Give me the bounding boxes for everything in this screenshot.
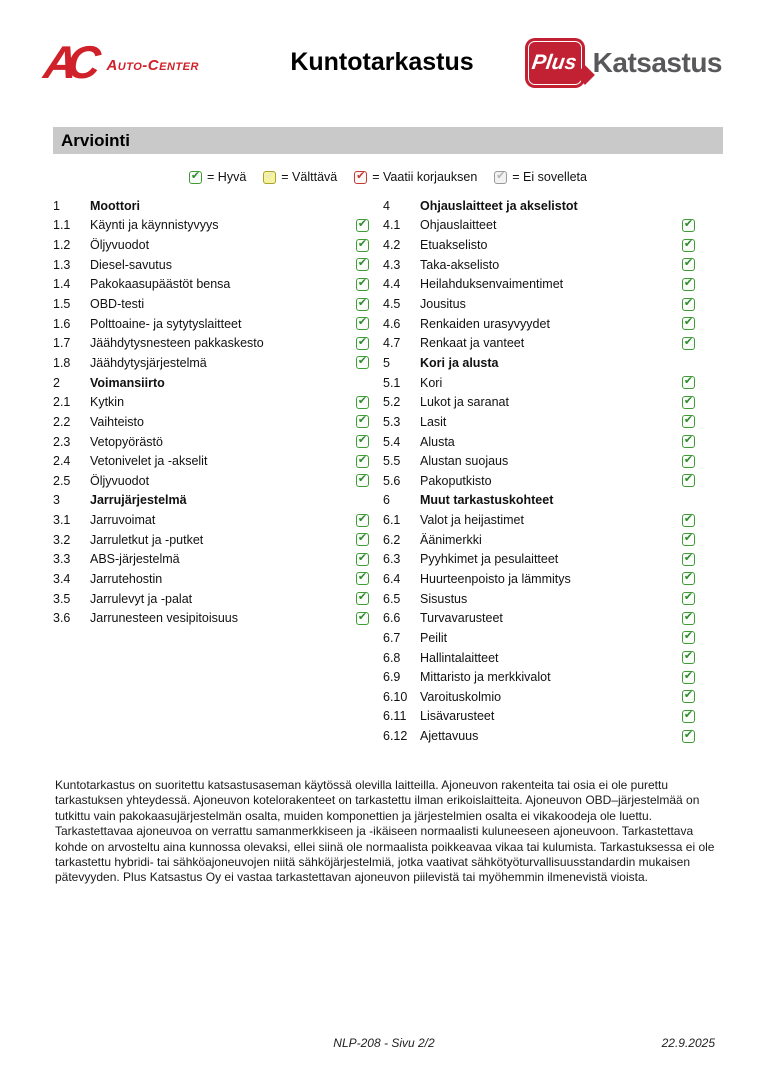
section-title: Moottori bbox=[90, 198, 140, 213]
item-number: 6.5 bbox=[383, 591, 401, 606]
item-number: 2.3 bbox=[53, 434, 71, 449]
status-checkbox-good bbox=[356, 533, 369, 546]
check-icon: ✔ bbox=[683, 394, 694, 407]
check-icon: ✔ bbox=[357, 434, 368, 446]
footer-page-number: NLP-208 - Sivu 2/2 bbox=[333, 1036, 435, 1050]
check-icon: ✔ bbox=[357, 276, 368, 289]
item-number: 1.1 bbox=[53, 218, 71, 233]
checklist-row bbox=[53, 530, 369, 550]
checklist-row bbox=[383, 412, 695, 432]
checklist-row bbox=[383, 687, 695, 707]
item-label: Äänimerkki bbox=[420, 532, 482, 547]
checklist-row bbox=[383, 235, 695, 255]
section-header-row bbox=[53, 196, 369, 216]
check-icon: ✔ bbox=[357, 414, 368, 427]
checklist-row bbox=[53, 451, 369, 471]
plus-badge-label: Plus bbox=[530, 51, 579, 74]
check-icon: ✔ bbox=[683, 237, 694, 250]
checklist-row bbox=[53, 569, 369, 589]
checklist-row bbox=[53, 589, 369, 609]
status-checkbox-good bbox=[682, 278, 695, 291]
check-icon: ✔ bbox=[683, 728, 694, 741]
status-checkbox-good bbox=[356, 592, 369, 605]
status-checkbox-good bbox=[682, 592, 695, 605]
status-checkbox-good bbox=[682, 239, 695, 252]
status-checkbox-good bbox=[682, 219, 695, 232]
status-checkbox-good bbox=[682, 612, 695, 625]
speech-bubble-tail-icon bbox=[575, 65, 595, 85]
status-checkbox-na bbox=[494, 171, 507, 184]
check-icon: ✔ bbox=[683, 434, 694, 446]
item-number: 4.1 bbox=[383, 218, 401, 233]
status-checkbox-good bbox=[356, 612, 369, 625]
item-number: 4.7 bbox=[383, 336, 401, 351]
status-checkbox-good bbox=[356, 474, 369, 487]
item-number: 4.4 bbox=[383, 277, 401, 292]
item-label: Jäähdytysjärjestelmä bbox=[90, 355, 207, 370]
checklist-row bbox=[383, 589, 695, 609]
status-checkbox-good bbox=[356, 572, 369, 585]
check-icon: ✔ bbox=[357, 571, 368, 584]
item-label: Vaihteisto bbox=[90, 414, 144, 429]
item-number: 6.2 bbox=[383, 532, 401, 547]
item-number: 2.1 bbox=[53, 395, 71, 410]
status-checkbox-good bbox=[682, 671, 695, 684]
check-icon: ✔ bbox=[683, 473, 694, 486]
status-checkbox-good bbox=[682, 435, 695, 448]
check-icon: ✔ bbox=[190, 169, 201, 182]
checklist-row bbox=[53, 432, 369, 452]
status-checkbox-good bbox=[682, 376, 695, 389]
status-checkbox-good bbox=[682, 396, 695, 409]
status-checkbox-good bbox=[682, 572, 695, 585]
checklist-row bbox=[53, 608, 369, 628]
section-number: 1 bbox=[53, 198, 60, 213]
check-icon: ✔ bbox=[683, 257, 694, 270]
section-header-row bbox=[383, 491, 695, 511]
status-checkbox-good bbox=[356, 219, 369, 232]
checklist-row bbox=[53, 294, 369, 314]
status-checkbox-good bbox=[356, 435, 369, 448]
footer-date: 22.9.2025 bbox=[661, 1036, 715, 1050]
check-icon: ✔ bbox=[357, 610, 368, 623]
checklist-row bbox=[383, 726, 695, 746]
page-footer bbox=[53, 1036, 715, 1054]
status-checkbox-good bbox=[356, 298, 369, 311]
checklist-row bbox=[53, 275, 369, 295]
status-checkbox-good bbox=[356, 239, 369, 252]
status-checkbox-good bbox=[682, 690, 695, 703]
status-checkbox-good bbox=[682, 631, 695, 644]
item-number: 4.5 bbox=[383, 297, 401, 312]
status-checkbox-good bbox=[682, 415, 695, 428]
item-label: Pakokaasupäästöt bensa bbox=[90, 277, 231, 292]
check-icon: ✔ bbox=[683, 591, 694, 604]
item-label: Lisävarusteet bbox=[420, 709, 495, 724]
item-number: 1.3 bbox=[53, 257, 71, 272]
check-icon: ✔ bbox=[683, 532, 694, 545]
legend-label: = Ei sovelleta bbox=[512, 170, 587, 184]
check-icon: ✔ bbox=[357, 316, 368, 329]
checklist-row bbox=[53, 471, 369, 491]
status-checkbox-good bbox=[356, 553, 369, 566]
checklist-row bbox=[383, 451, 695, 471]
section-header-row bbox=[383, 196, 695, 216]
status-checkbox-good bbox=[356, 396, 369, 409]
item-number: 3.1 bbox=[53, 513, 71, 528]
item-label: Pyyhkimet ja pesulaitteet bbox=[420, 552, 559, 567]
section-title: Muut tarkastuskohteet bbox=[420, 493, 554, 508]
checklist-row bbox=[383, 608, 695, 628]
item-label: Vetopyörästö bbox=[90, 434, 163, 449]
checklist-row bbox=[383, 628, 695, 648]
item-label: Jäähdytysnesteen pakkaskesto bbox=[90, 336, 264, 351]
checklist-row bbox=[383, 255, 695, 275]
item-number: 6.12 bbox=[383, 729, 408, 744]
checklist-row bbox=[383, 275, 695, 295]
check-icon: ✔ bbox=[683, 669, 694, 682]
item-number: 6.6 bbox=[383, 611, 401, 626]
item-label: Renkaat ja vanteet bbox=[420, 336, 525, 351]
item-number: 3.6 bbox=[53, 611, 71, 626]
check-icon: ✔ bbox=[357, 237, 368, 250]
check-icon: ✔ bbox=[357, 394, 368, 407]
check-icon: ✔ bbox=[683, 630, 694, 643]
checklist-row bbox=[53, 353, 369, 373]
item-label: Polttoaine- ja sytytyslaitteet bbox=[90, 316, 242, 331]
item-number: 1.5 bbox=[53, 297, 71, 312]
item-label: Alustan suojaus bbox=[420, 454, 509, 469]
item-label: ABS-järjestelmä bbox=[90, 552, 180, 567]
checklist-row bbox=[383, 550, 695, 570]
legend-item-fair bbox=[263, 170, 337, 184]
check-icon: ✔ bbox=[683, 571, 694, 584]
check-icon: ✔ bbox=[683, 650, 694, 663]
section-number: 4 bbox=[383, 198, 390, 213]
item-label: Kori bbox=[420, 375, 443, 390]
section-number: 5 bbox=[383, 355, 390, 370]
item-label: Vetonivelet ja -akselit bbox=[90, 454, 208, 469]
status-checkbox-good bbox=[356, 514, 369, 527]
item-label: Jousitus bbox=[420, 297, 466, 312]
item-number: 4.3 bbox=[383, 257, 401, 272]
checklist-row bbox=[53, 550, 369, 570]
item-label: Taka-akselisto bbox=[420, 257, 500, 272]
legend-label: = Vaatii korjauksen bbox=[372, 170, 478, 184]
item-label: Jarruletkut ja -putket bbox=[90, 532, 204, 547]
item-label: Mittaristo ja merkkivalot bbox=[420, 670, 551, 685]
check-icon: ✔ bbox=[357, 296, 368, 309]
status-checkbox-good bbox=[682, 514, 695, 527]
item-number: 3.3 bbox=[53, 552, 71, 567]
item-number: 6.4 bbox=[383, 571, 401, 586]
checklist-row bbox=[383, 294, 695, 314]
status-checkbox-repair bbox=[354, 171, 367, 184]
check-icon: ✔ bbox=[265, 169, 275, 182]
item-number: 6.10 bbox=[383, 689, 408, 704]
item-label: OBD-testi bbox=[90, 297, 145, 312]
item-label: Varoituskolmio bbox=[420, 689, 502, 704]
item-label: Turvavarusteet bbox=[420, 611, 503, 626]
section-header-row bbox=[53, 373, 369, 393]
checklist-row bbox=[383, 392, 695, 412]
checklist-column-left bbox=[53, 196, 369, 746]
section-title: Voimansiirto bbox=[90, 375, 165, 390]
checklist-row bbox=[383, 569, 695, 589]
item-label: Öljyvuodot bbox=[90, 238, 150, 253]
check-icon: ✔ bbox=[683, 335, 694, 348]
section-title: Jarrujärjestelmä bbox=[90, 493, 187, 508]
item-label: Jarrulevyt ja -palat bbox=[90, 591, 193, 606]
check-icon: ✔ bbox=[357, 335, 368, 348]
check-icon: ✔ bbox=[683, 316, 694, 329]
checklist-row bbox=[53, 235, 369, 255]
status-checkbox-good bbox=[356, 455, 369, 468]
status-checkbox-good bbox=[682, 651, 695, 664]
checklist-row bbox=[53, 255, 369, 275]
section-number: 3 bbox=[53, 493, 60, 508]
item-number: 3.2 bbox=[53, 532, 71, 547]
auto-center-wordmark: Auto-Center bbox=[106, 56, 199, 74]
status-checkbox-good bbox=[189, 171, 202, 184]
status-checkbox-good bbox=[682, 455, 695, 468]
check-icon: ✔ bbox=[683, 708, 694, 721]
item-label: Alusta bbox=[420, 434, 455, 449]
section-header-row bbox=[53, 491, 369, 511]
check-icon: ✔ bbox=[357, 355, 368, 368]
check-icon: ✔ bbox=[683, 551, 694, 564]
item-number: 4.2 bbox=[383, 238, 401, 253]
check-icon: ✔ bbox=[683, 276, 694, 289]
check-icon: ✔ bbox=[357, 512, 368, 525]
item-number: 1.6 bbox=[53, 316, 71, 331]
item-number: 6.3 bbox=[383, 552, 401, 567]
legend-item-na bbox=[494, 170, 587, 184]
checklist-row bbox=[53, 314, 369, 334]
plus-katsastus-logo bbox=[525, 38, 722, 88]
checklist-row bbox=[383, 667, 695, 687]
item-label: Lasit bbox=[420, 414, 447, 429]
check-icon: ✔ bbox=[357, 473, 368, 486]
legend-label: = Välttävä bbox=[281, 170, 338, 184]
status-checkbox-good bbox=[682, 553, 695, 566]
item-number: 6.9 bbox=[383, 670, 401, 685]
check-icon: ✔ bbox=[356, 169, 366, 182]
item-number: 6.1 bbox=[383, 513, 401, 528]
status-checkbox-good bbox=[356, 258, 369, 271]
item-label: Jarrutehostin bbox=[90, 571, 163, 586]
item-label: Etuakselisto bbox=[420, 238, 488, 253]
item-label: Diesel-savutus bbox=[90, 257, 172, 272]
item-label: Kytkin bbox=[90, 395, 125, 410]
item-number: 3.4 bbox=[53, 571, 71, 586]
checklist-row bbox=[383, 510, 695, 530]
item-number: 5.4 bbox=[383, 434, 401, 449]
item-label: Jarruvoimat bbox=[90, 513, 156, 528]
legend-item-repair bbox=[354, 170, 477, 184]
status-checkbox-good bbox=[356, 278, 369, 291]
checklist-row bbox=[53, 510, 369, 530]
legend-label: = Hyvä bbox=[207, 170, 247, 184]
section-number: 2 bbox=[53, 375, 60, 390]
page-title: Kuntotarkastus bbox=[290, 48, 474, 76]
check-icon: ✔ bbox=[357, 257, 368, 270]
status-checkbox-good bbox=[682, 730, 695, 743]
auto-center-monogram-icon: AC bbox=[41, 36, 94, 88]
item-number: 1.4 bbox=[53, 277, 71, 292]
status-checkbox-good bbox=[682, 533, 695, 546]
item-number: 6.8 bbox=[383, 650, 401, 665]
item-number: 5.1 bbox=[383, 375, 401, 390]
legend-item-good bbox=[189, 170, 246, 184]
item-label: Jarrunesteen vesipitoisuus bbox=[90, 611, 238, 626]
item-number: 5.3 bbox=[383, 414, 401, 429]
status-checkbox-good bbox=[682, 317, 695, 330]
section-number: 6 bbox=[383, 493, 390, 508]
item-number: 1.2 bbox=[53, 238, 71, 253]
checklist-row bbox=[383, 432, 695, 452]
item-number: 6.7 bbox=[383, 630, 401, 645]
checklist-row bbox=[53, 333, 369, 353]
section-title: Ohjauslaitteet ja akselistot bbox=[420, 198, 578, 213]
status-checkbox-good bbox=[682, 298, 695, 311]
arviointi-section-header bbox=[53, 127, 723, 154]
check-icon: ✔ bbox=[683, 375, 694, 388]
item-label: Sisustus bbox=[420, 591, 468, 606]
item-number: 2.2 bbox=[53, 414, 71, 429]
item-number: 5.5 bbox=[383, 454, 401, 469]
item-label: Ohjauslaitteet bbox=[420, 218, 497, 233]
checklist-row bbox=[383, 648, 695, 668]
section-title: Kori ja alusta bbox=[420, 355, 499, 370]
item-label: Peilit bbox=[420, 630, 448, 645]
check-icon: ✔ bbox=[496, 169, 506, 182]
status-checkbox-good bbox=[356, 356, 369, 369]
item-label: Käynti ja käynnistyvyys bbox=[90, 218, 219, 233]
checklist-row bbox=[383, 216, 695, 236]
checklist-row bbox=[383, 471, 695, 491]
check-icon: ✔ bbox=[683, 512, 694, 525]
status-checkbox-good bbox=[682, 474, 695, 487]
status-checkbox-good bbox=[356, 415, 369, 428]
checklist-column-right bbox=[383, 196, 695, 746]
checklist-row bbox=[383, 333, 695, 353]
item-number: 2.5 bbox=[53, 473, 71, 488]
checklist-row bbox=[383, 530, 695, 550]
check-icon: ✔ bbox=[683, 689, 694, 702]
item-number: 4.6 bbox=[383, 316, 401, 331]
item-number: 5.2 bbox=[383, 395, 401, 410]
checklist-row bbox=[53, 216, 369, 236]
check-icon: ✔ bbox=[683, 217, 694, 230]
item-label: Lukot ja saranat bbox=[420, 395, 509, 410]
plus-badge-icon bbox=[525, 38, 585, 88]
arviointi-section-title: Arviointi bbox=[61, 130, 130, 150]
status-checkbox-good bbox=[356, 317, 369, 330]
check-icon: ✔ bbox=[683, 453, 694, 466]
item-number: 2.4 bbox=[53, 454, 71, 469]
status-checkbox-good bbox=[682, 710, 695, 723]
status-legend bbox=[53, 170, 723, 184]
check-icon: ✔ bbox=[683, 610, 694, 623]
item-number: 1.7 bbox=[53, 336, 71, 351]
check-icon: ✔ bbox=[357, 453, 368, 466]
check-icon: ✔ bbox=[357, 551, 368, 564]
status-checkbox-good bbox=[356, 337, 369, 350]
item-label: Hallintalaitteet bbox=[420, 650, 499, 665]
check-icon: ✔ bbox=[357, 217, 368, 230]
item-number: 1.8 bbox=[53, 355, 71, 370]
section-header-row bbox=[383, 353, 695, 373]
item-label: Valot ja heijastimet bbox=[420, 513, 524, 528]
checklist bbox=[53, 196, 723, 746]
item-label: Renkaiden urasyvyydet bbox=[420, 316, 550, 331]
checklist-row bbox=[53, 392, 369, 412]
disclaimer-text: Kuntotarkastus on suoritettu katsastusaseman käytössä olevilla laitteilla. Ajoneuvon rakenteita tai osia ei ole purettu tarkastuksen yhteydessä. Ajoneuvon kotelorakenteet on tarkastettu ilman erikoislaitteita. Ajoneuvon OBD–järjestelmää on tutkittu vain pakokaasujärjestelmän osalta, muiden komponettien ja järjestelmien osalta ei vikakoodeja ole luettu. Tarkastettavaa ajoneuvoa on verrattu samanmerkkiseen ja -ikäiseen normaalisti kuluneeseen ajoneuvoon. Tarkastettava kohde on arvosteltu aina kunnossa olevaksi, ellei siinä ole normaalista poikkeavaa vikaa tai kulumista. Tarkastuksessa ei ole tarkastettu hybridi- tai sähköajoneuvojen niitä sähköjärjestelmiä, jotka vaativat sähkötyöturvallisuusstandardin mukaisen pätevyyden. Plus Katsastus Oy ei vastaa tarkastettavan ajoneuvon piilevistä tai myöhemmin ilmenevistä vioista. bbox=[55, 778, 715, 885]
item-label: Huurteenpoisto ja lämmitys bbox=[420, 571, 571, 586]
status-checkbox-fair bbox=[263, 171, 276, 184]
checklist-row bbox=[383, 314, 695, 334]
item-number: 6.11 bbox=[383, 709, 407, 724]
check-icon: ✔ bbox=[357, 591, 368, 604]
check-icon: ✔ bbox=[357, 532, 368, 545]
checklist-row bbox=[53, 412, 369, 432]
item-number: 3.5 bbox=[53, 591, 71, 606]
item-label: Pakoputkisto bbox=[420, 473, 492, 488]
katsastus-wordmark: Katsastus bbox=[592, 47, 722, 78]
status-checkbox-good bbox=[682, 337, 695, 350]
item-label: Heilahduksenvaimentimet bbox=[420, 277, 564, 292]
status-checkbox-good bbox=[682, 258, 695, 271]
item-number: 5.6 bbox=[383, 473, 401, 488]
checklist-row bbox=[383, 373, 695, 393]
check-icon: ✔ bbox=[683, 296, 694, 309]
item-label: Öljyvuodot bbox=[90, 473, 150, 488]
check-icon: ✔ bbox=[683, 414, 694, 427]
checklist-row bbox=[383, 707, 695, 727]
item-label: Ajettavuus bbox=[420, 729, 479, 744]
